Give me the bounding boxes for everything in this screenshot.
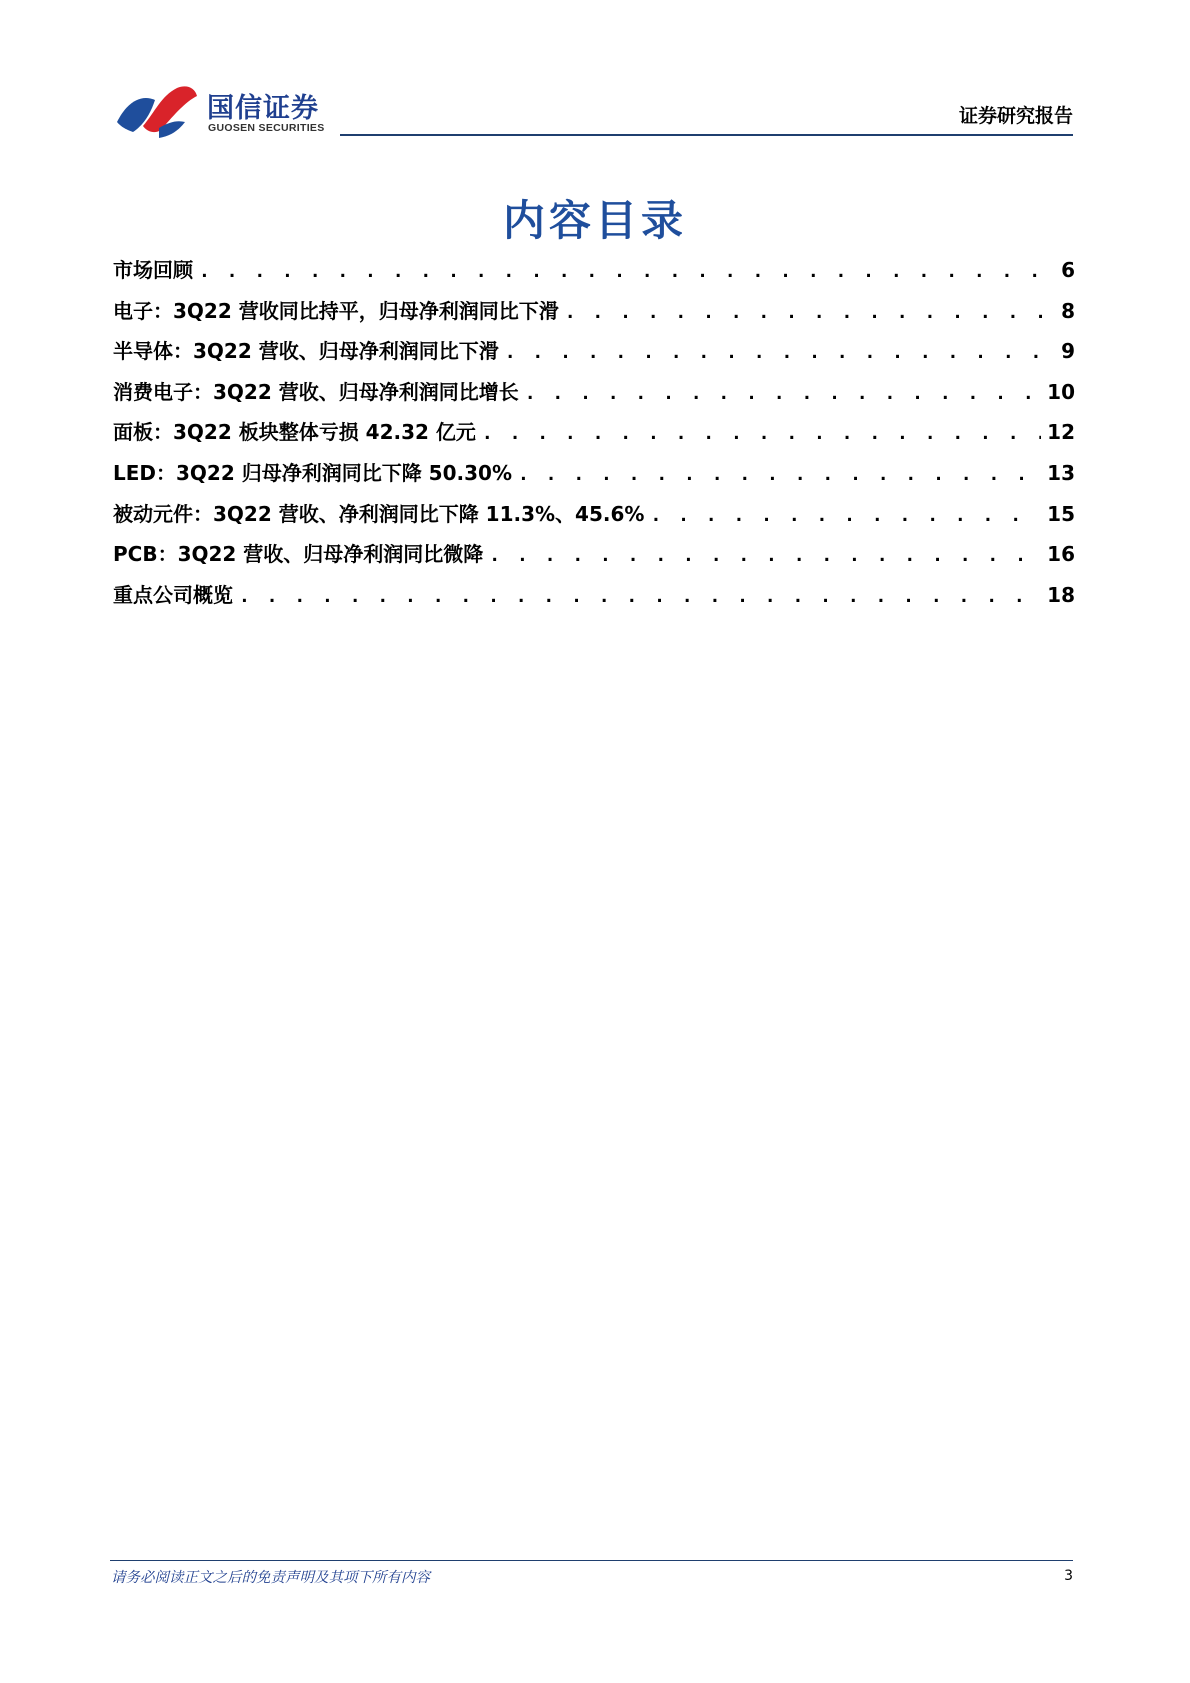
toc-entry-page: 18 — [1047, 582, 1075, 607]
toc-entry[interactable] — [113, 579, 1075, 620]
logo-chinese-name: 国信证券 — [207, 93, 319, 124]
toc-entry-page: 12 — [1047, 420, 1075, 445]
guosen-logo — [115, 82, 335, 142]
footer-divider — [110, 1560, 1073, 1561]
logo-english-name: GUOSEN SECURITIES — [208, 122, 325, 134]
footer-disclaimer: 请务必阅读正文之后的免责声明及其项下所有内容 — [111, 1570, 430, 1586]
toc-entry-label: PCB：3Q22 营收、归母净利润同比微降 — [113, 542, 484, 567]
toc-entry-label: 半导体：3Q22 营收、归母净利润同比下滑 — [113, 339, 499, 364]
toc-entry[interactable] — [113, 295, 1075, 336]
toc-entry-label: 被动元件：3Q22 营收、净利润同比下降 11.3%、45.6% — [113, 501, 645, 526]
toc-entry[interactable] — [113, 254, 1075, 295]
toc-entry[interactable] — [113, 416, 1075, 457]
toc-entry-page: 6 — [1061, 258, 1075, 282]
toc-entry-page: 8 — [1061, 298, 1075, 323]
toc-entry[interactable] — [113, 538, 1075, 579]
toc-leader-dots — [482, 423, 1041, 444]
page-number: 3 — [1064, 1568, 1073, 1584]
toc-leader-dots — [525, 383, 1041, 404]
toc-entry[interactable] — [113, 335, 1075, 376]
toc-entry-label: 电子：3Q22 营收同比持平，归母净利润同比下滑 — [113, 298, 559, 323]
toc-leader-dots — [199, 261, 1055, 282]
header-divider — [340, 134, 1073, 136]
toc-entry-page: 9 — [1061, 339, 1075, 364]
toc-leader-dots — [518, 464, 1041, 485]
toc-entry-label: 面板：3Q22 板块整体亏损 42.32 亿元 — [113, 420, 476, 445]
page-header — [0, 0, 1190, 140]
toc-entry-label: 市场回顾 — [113, 258, 193, 282]
toc-leader-dots — [505, 342, 1055, 363]
toc-leader-dots — [239, 586, 1041, 607]
toc-entry-page: 13 — [1047, 460, 1075, 485]
toc-entry-label: 重点公司概览 — [113, 582, 233, 607]
toc-entry[interactable] — [113, 457, 1075, 498]
toc-title: 内容目录 — [502, 196, 687, 245]
toc-entry-page: 16 — [1047, 542, 1075, 567]
toc-leader-dots — [650, 505, 1041, 526]
toc-entry-page: 10 — [1047, 379, 1075, 404]
guosen-logo-icon — [115, 82, 199, 140]
toc-entry-page: 15 — [1047, 501, 1075, 526]
table-of-contents — [113, 254, 1075, 619]
report-type-label: 证券研究报告 — [958, 105, 1073, 127]
toc-entry[interactable] — [113, 376, 1075, 417]
toc-entry-label: 消费电子：3Q22 营收、归母净利润同比增长 — [113, 379, 519, 404]
toc-leader-dots — [489, 545, 1041, 566]
toc-entry-label: LED：3Q22 归母净利润同比下降 50.30% — [113, 460, 512, 485]
toc-entry[interactable] — [113, 498, 1075, 539]
toc-leader-dots — [565, 302, 1055, 323]
